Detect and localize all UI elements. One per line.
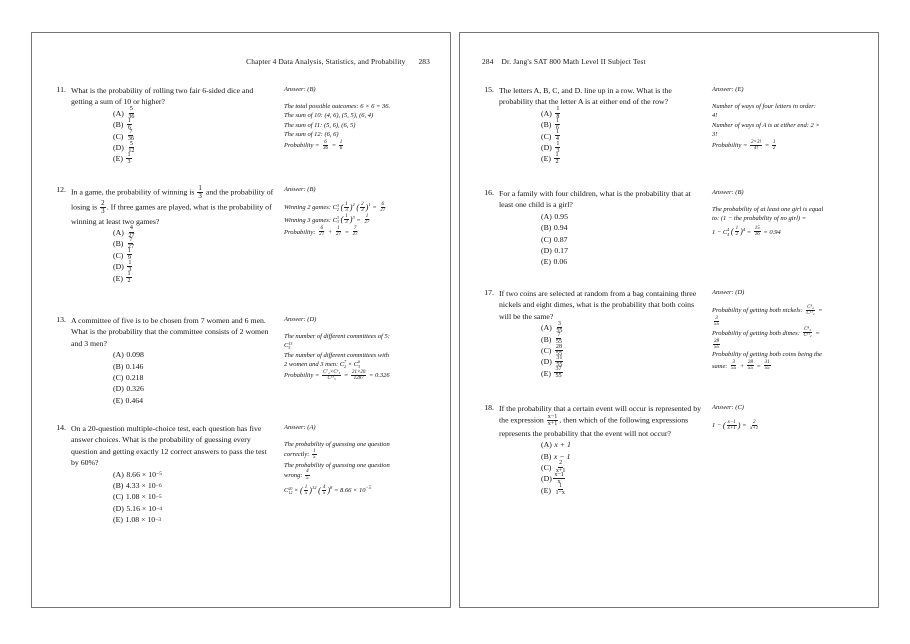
answer-choices <box>71 227 276 284</box>
question-stem: On a 20-question multiple-choice test, each question has five answer choices. What is the probability of guessing every question and getting exactly 12 correct answers to pass the test by 60%? <box>71 424 267 468</box>
choice-label: (A) <box>541 323 552 333</box>
choice-b[interactable]: (B) 0.146 <box>113 361 144 371</box>
running-head-right-title: Dr. Jang's SAT 800 Math Level II Subject Test <box>501 57 646 66</box>
choice-c[interactable]: (C) $\frac{2}{x+1}$ <box>541 460 566 474</box>
choice-c[interactable]: (C) $\frac{1}{4}$ <box>541 129 559 143</box>
choice-label: (B) <box>541 451 552 461</box>
solution-12 <box>276 185 440 239</box>
solution-14 <box>276 423 440 498</box>
choice-denominator: 36 <box>127 136 134 143</box>
question-number: 13. <box>56 315 66 324</box>
question-stem: What is the probability of rolling two fair 6-sided dice and getting a sum of 10 or higher? <box>71 86 254 107</box>
solution-line: The sum of 11: (5, 6), (6, 5) <box>284 121 356 129</box>
solution-line: $\frac{3}{55}$ <box>714 315 720 328</box>
solution-line: The sum of 12: (6, 6) <box>284 130 339 138</box>
answer-choices <box>499 439 704 496</box>
solution-line: The total possible outcomes: 6 × 6 = 36. <box>284 103 391 111</box>
solution-line: The probability of guessing one question <box>284 461 390 469</box>
choice-label: (D) <box>113 384 124 394</box>
choice-d[interactable]: (D) 0.326 <box>113 384 144 394</box>
solution-13 <box>276 315 440 382</box>
choice-label: (E) <box>541 257 551 267</box>
choice-label: (B) <box>113 361 124 371</box>
choice-label: (E) <box>541 485 551 495</box>
choice-c[interactable] <box>113 131 276 142</box>
choice-label: (E) <box>113 154 123 164</box>
answer-key: Answer: (B) <box>284 186 316 193</box>
solution-line: 3! <box>712 130 718 138</box>
folio-left: 283 <box>418 57 430 66</box>
choice-a[interactable]: (A) $\frac{4}{27}$ <box>113 225 135 239</box>
question-stem: A committee of five is to be chosen from 7 women and 6 men. What is the probability that the committee consists of 2 women and 3 men? <box>71 316 269 348</box>
choice-a[interactable]: (A) 8.66 × 10 −5 <box>113 469 163 479</box>
solution-line: C 13 5 <box>284 340 293 351</box>
solution-line: The number of different committees of 5: <box>284 333 390 341</box>
choice-label: (A) <box>541 440 552 450</box>
answer-choices <box>71 349 276 406</box>
choice-label: (C) <box>113 492 124 502</box>
choice-label: (A) <box>541 211 552 221</box>
choice-label: (C) <box>113 373 124 382</box>
question-stem: In a game, the probability of winning is $\frac{1}{3}$ and the probability of losing is $\frac{2}{3}$ . If three games are played, what is the probability of winning at least two games? <box>71 183 274 226</box>
question-15 <box>460 85 878 165</box>
choice-d[interactable]: (D) $\frac{31}{55}$ <box>541 354 563 369</box>
choice-d[interactable]: (D) $\frac{x-1}{x}$ <box>541 471 564 486</box>
solution-line: The probability of at least one girl is equal <box>712 206 824 214</box>
answer-choices <box>71 108 276 165</box>
choice-label: (B) <box>541 334 552 344</box>
choice-d[interactable]: (D) 5.16 × 10 −4 <box>113 503 163 513</box>
choice-label: (D) <box>541 474 552 484</box>
running-head-left-title: Chapter 4 Data Analysis, Statistics, and Probability <box>246 57 406 66</box>
solution-math: Winning 3 games: C 3 3 ( $\frac{1}{3}$ )$^3$ = $\frac{1}{27}$ <box>284 213 370 226</box>
solution-line: The sum of 10: (4, 6), (5, 5), (6, 4) <box>284 112 374 120</box>
question-13 <box>32 315 450 406</box>
choice-a[interactable]: (A) 0.95 <box>541 211 568 221</box>
choice-e[interactable] <box>113 153 276 164</box>
choice-a[interactable]: (A) 0.098 <box>113 350 144 360</box>
choice-label: (C) <box>541 462 552 472</box>
choice-d[interactable]: (D) $\frac{1}{3}$ <box>113 259 132 273</box>
answer-key: Answer: (D) <box>712 289 745 296</box>
choice-label: (E) <box>113 515 123 525</box>
solution-line: The probability of guessing one question <box>284 441 390 449</box>
solution-18 <box>704 403 868 433</box>
question-17 <box>460 288 878 379</box>
running-head-left <box>246 57 430 66</box>
question-number: 11. <box>56 85 66 94</box>
choice-e[interactable]: (E) $\frac{1}{1-x}$ <box>541 483 565 497</box>
question-number: 12. <box>56 185 66 194</box>
choice-denominator: 36 <box>128 113 135 120</box>
solution-math: same: $\frac{3}{55}$ + $\frac{28}{55}$ = $\frac{31}{55}$ <box>712 359 770 372</box>
choice-label: (C) <box>541 131 552 141</box>
choice-b[interactable]: (B) x − 1 <box>541 451 571 461</box>
choice-label: (C) <box>113 250 124 260</box>
choice-label: (B) <box>113 120 124 130</box>
answer-key: Answer: (A) <box>284 424 316 431</box>
question-number: 14. <box>56 423 66 432</box>
choice-label: (E) <box>541 154 551 164</box>
choice-label: (E) <box>113 273 123 283</box>
choice-label: (D) <box>113 503 124 513</box>
choice-label: (A) <box>113 350 124 360</box>
question-18 <box>460 403 878 496</box>
choice-b[interactable] <box>113 119 276 130</box>
choice-label: (C) <box>541 346 552 355</box>
choice-a[interactable] <box>113 108 276 119</box>
page-left <box>31 32 451 608</box>
question-14 <box>32 423 450 526</box>
answer-choices <box>71 469 276 526</box>
solution-line: 4! <box>712 112 718 120</box>
choice-label: (B) <box>113 239 124 249</box>
question-number: 16. <box>484 188 494 197</box>
answer-key: Answer: (B) <box>712 189 744 196</box>
choice-label: (B) <box>541 223 552 233</box>
choice-d[interactable]: (D) $\frac{1}{3}$ <box>541 140 560 154</box>
solution-15 <box>704 85 868 152</box>
solution-16 <box>704 188 868 239</box>
choice-numerator: 7 <box>129 129 133 136</box>
solution-line: wrong: $\frac{4}{5}$ <box>284 468 309 481</box>
choice-b[interactable]: (B) 0.94 <box>541 223 568 233</box>
choice-e[interactable]: (E) 0.06 <box>541 257 568 267</box>
running-head-right <box>482 57 646 66</box>
choice-e[interactable]: (E) $\frac{1}{2}$ <box>113 271 131 285</box>
choice-label: (D) <box>541 245 552 255</box>
folio-right: 284 <box>482 57 494 66</box>
solution-line: 2 women and 3 men: C 7 2 × C 6 3 <box>284 359 361 369</box>
answer-choices <box>499 108 704 165</box>
solution-line: Probability of getting both dimes: $\frac{\text{C⁸₂}}{\text{C¹¹₂}}$ = <box>712 326 820 339</box>
choice-label: (A) <box>113 227 124 237</box>
choice-c[interactable]: (C) $\frac{1}{9}$ <box>113 248 131 262</box>
solution-line: Probability of getting both nickels: $\frac{\text{C³₂}}{\text{C¹¹₂}}$ = <box>712 303 823 316</box>
choice-b[interactable]: (B) $\frac{1}{6}$ <box>541 117 559 131</box>
solution-math: Probability = $\frac{\text{C⁷₂×C⁶₃}}{\text{C¹³₅}}$ = $\frac{21\times 20}{1287}$ = 0.326 <box>284 368 390 381</box>
choice-label: (A) <box>113 108 124 118</box>
question-stem: For a family with four children, what is the probability that at least one child is a girl? <box>499 189 691 210</box>
choice-b[interactable]: (B) $\frac{7}{55}$ <box>541 332 562 346</box>
solution-math: Winning 2 games: C 3 2 ( $\frac{1}{3}$ )$^2$ ( $\frac{2}{3}$ )$^1$ = $\frac{6}{27}$ <box>284 200 386 213</box>
choice-c[interactable]: (C) $\frac{28}{55}$ <box>541 343 562 357</box>
solution-math: C 20 12 × ( $\frac{1}{5}$ )$^{12}$ ( $\frac{4}{5}$ )$^8 = 8.66 \times 10^{-5}$ <box>284 483 371 496</box>
choice-a[interactable]: (A) $\frac{3}{55}$ <box>541 320 563 334</box>
choice-numerator: 1 <box>127 117 131 124</box>
solution-math: Probability = $\frac{2\times 3!}{4!}$ = $\frac{1}{2}$ <box>712 138 776 151</box>
choice-b[interactable]: (B) 4.33 × 10 −6 <box>113 481 162 491</box>
solution-line: correctly: $\frac{1}{5}$ <box>284 447 316 461</box>
choice-label: (E) <box>113 395 123 405</box>
solution-math: Probability = $\frac{6}{36}$ = $\frac{1}{6}$ <box>284 138 343 151</box>
solution-line: to: (1 − the probability of no girl) = <box>712 215 807 223</box>
choice-label: (B) <box>541 120 552 130</box>
answer-key: Answer: (E) <box>712 86 744 93</box>
choice-label: (D) <box>113 262 124 272</box>
solution-math: 1 − ( $\frac{x-1}{x+1}$ ) = $\frac{2}{x+1}$ <box>712 418 759 431</box>
choice-label: (A) <box>541 108 552 118</box>
question-stem: If the probability that a certain event will occur is represented by the expression $\frac{x-1}{x+1}$ , then which of the following expressions represents the probability that the event will not occur? <box>499 404 701 438</box>
choice-label: (B) <box>113 481 124 491</box>
choice-d[interactable] <box>113 142 276 153</box>
choice-label: (C) <box>113 131 124 141</box>
choice-label: (A) <box>113 469 124 479</box>
solution-math: 1 − C 4 4 ( $\frac{1}{2}$ )$^4$ = $\frac{15}{16}$ = 0.94 <box>712 225 781 238</box>
solution-line: Probability of getting both coins being the <box>712 351 822 359</box>
choice-label: (C) <box>541 234 552 244</box>
solution-line: The number of different committees with <box>284 351 390 359</box>
solution-11 <box>276 85 440 152</box>
answer-key: Answer: (C) <box>712 404 744 411</box>
choice-label: (D) <box>541 357 552 367</box>
solution-line: $\frac{28}{55}$ <box>714 337 720 350</box>
page-right <box>459 32 879 608</box>
choice-c[interactable]: (C) 1.08 × 10 −5 <box>113 492 162 502</box>
solution-line: Number of ways of A is at either end: 2 × <box>712 121 820 129</box>
choice-label: (D) <box>113 142 124 152</box>
question-number: 17. <box>484 288 494 297</box>
choice-numerator: 1 <box>127 151 131 158</box>
question-16 <box>460 188 878 268</box>
choice-e[interactable]: (E) $\frac{1}{2}$ <box>541 151 559 166</box>
choice-a[interactable]: (A) x + 1 <box>541 440 571 450</box>
choice-e[interactable]: (E) 0.464 <box>113 395 144 405</box>
choice-d[interactable]: (D) 0.17 <box>541 245 568 255</box>
choice-numerator: 5 <box>129 106 133 113</box>
answer-choices <box>499 211 704 268</box>
choice-e[interactable]: (E) 1.08 × 10 −3 <box>113 515 162 525</box>
choice-denominator: 12 <box>128 147 135 154</box>
question-stem: If two coins are selected at random from a bag containing three nickels and eight dimes, what is the probability that both coins will be the same? <box>499 289 697 321</box>
question-11 <box>32 85 450 165</box>
solution-math: Probability: $\frac{6}{27}$ + $\frac{1}{27}$ = $\frac{7}{27}$ <box>284 225 358 238</box>
solution-17 <box>704 288 868 373</box>
question-number: 15. <box>484 85 494 94</box>
answer-key: Answer: (B) <box>284 86 316 93</box>
solution-line: Number of ways of four letters in order: <box>712 103 816 111</box>
choice-e[interactable]: (E) $\frac{37}{55}$ <box>541 366 562 380</box>
choice-c[interactable]: (C) 0.87 <box>541 234 568 244</box>
choice-label: (E) <box>541 368 551 378</box>
choice-denominator: 6 <box>127 124 131 131</box>
question-12 <box>32 185 450 284</box>
answer-key: Answer: (D) <box>284 316 317 323</box>
choice-c[interactable]: (C) 0.218 <box>113 373 144 382</box>
choice-label: (D) <box>541 142 552 152</box>
choice-denominator: 3 <box>127 159 131 166</box>
question-stem: The letters A, B, C, and D. line up in a row. What is the probability that the letter A is at either end of the row? <box>499 86 672 107</box>
choice-b[interactable]: (B) $\frac{7}{27}$ <box>113 236 134 251</box>
answer-choices <box>499 322 704 379</box>
choice-a[interactable]: (A) $\frac{1}{8}$ <box>541 106 560 120</box>
question-number: 18. <box>484 403 494 412</box>
choice-numerator: 5 <box>129 140 133 147</box>
